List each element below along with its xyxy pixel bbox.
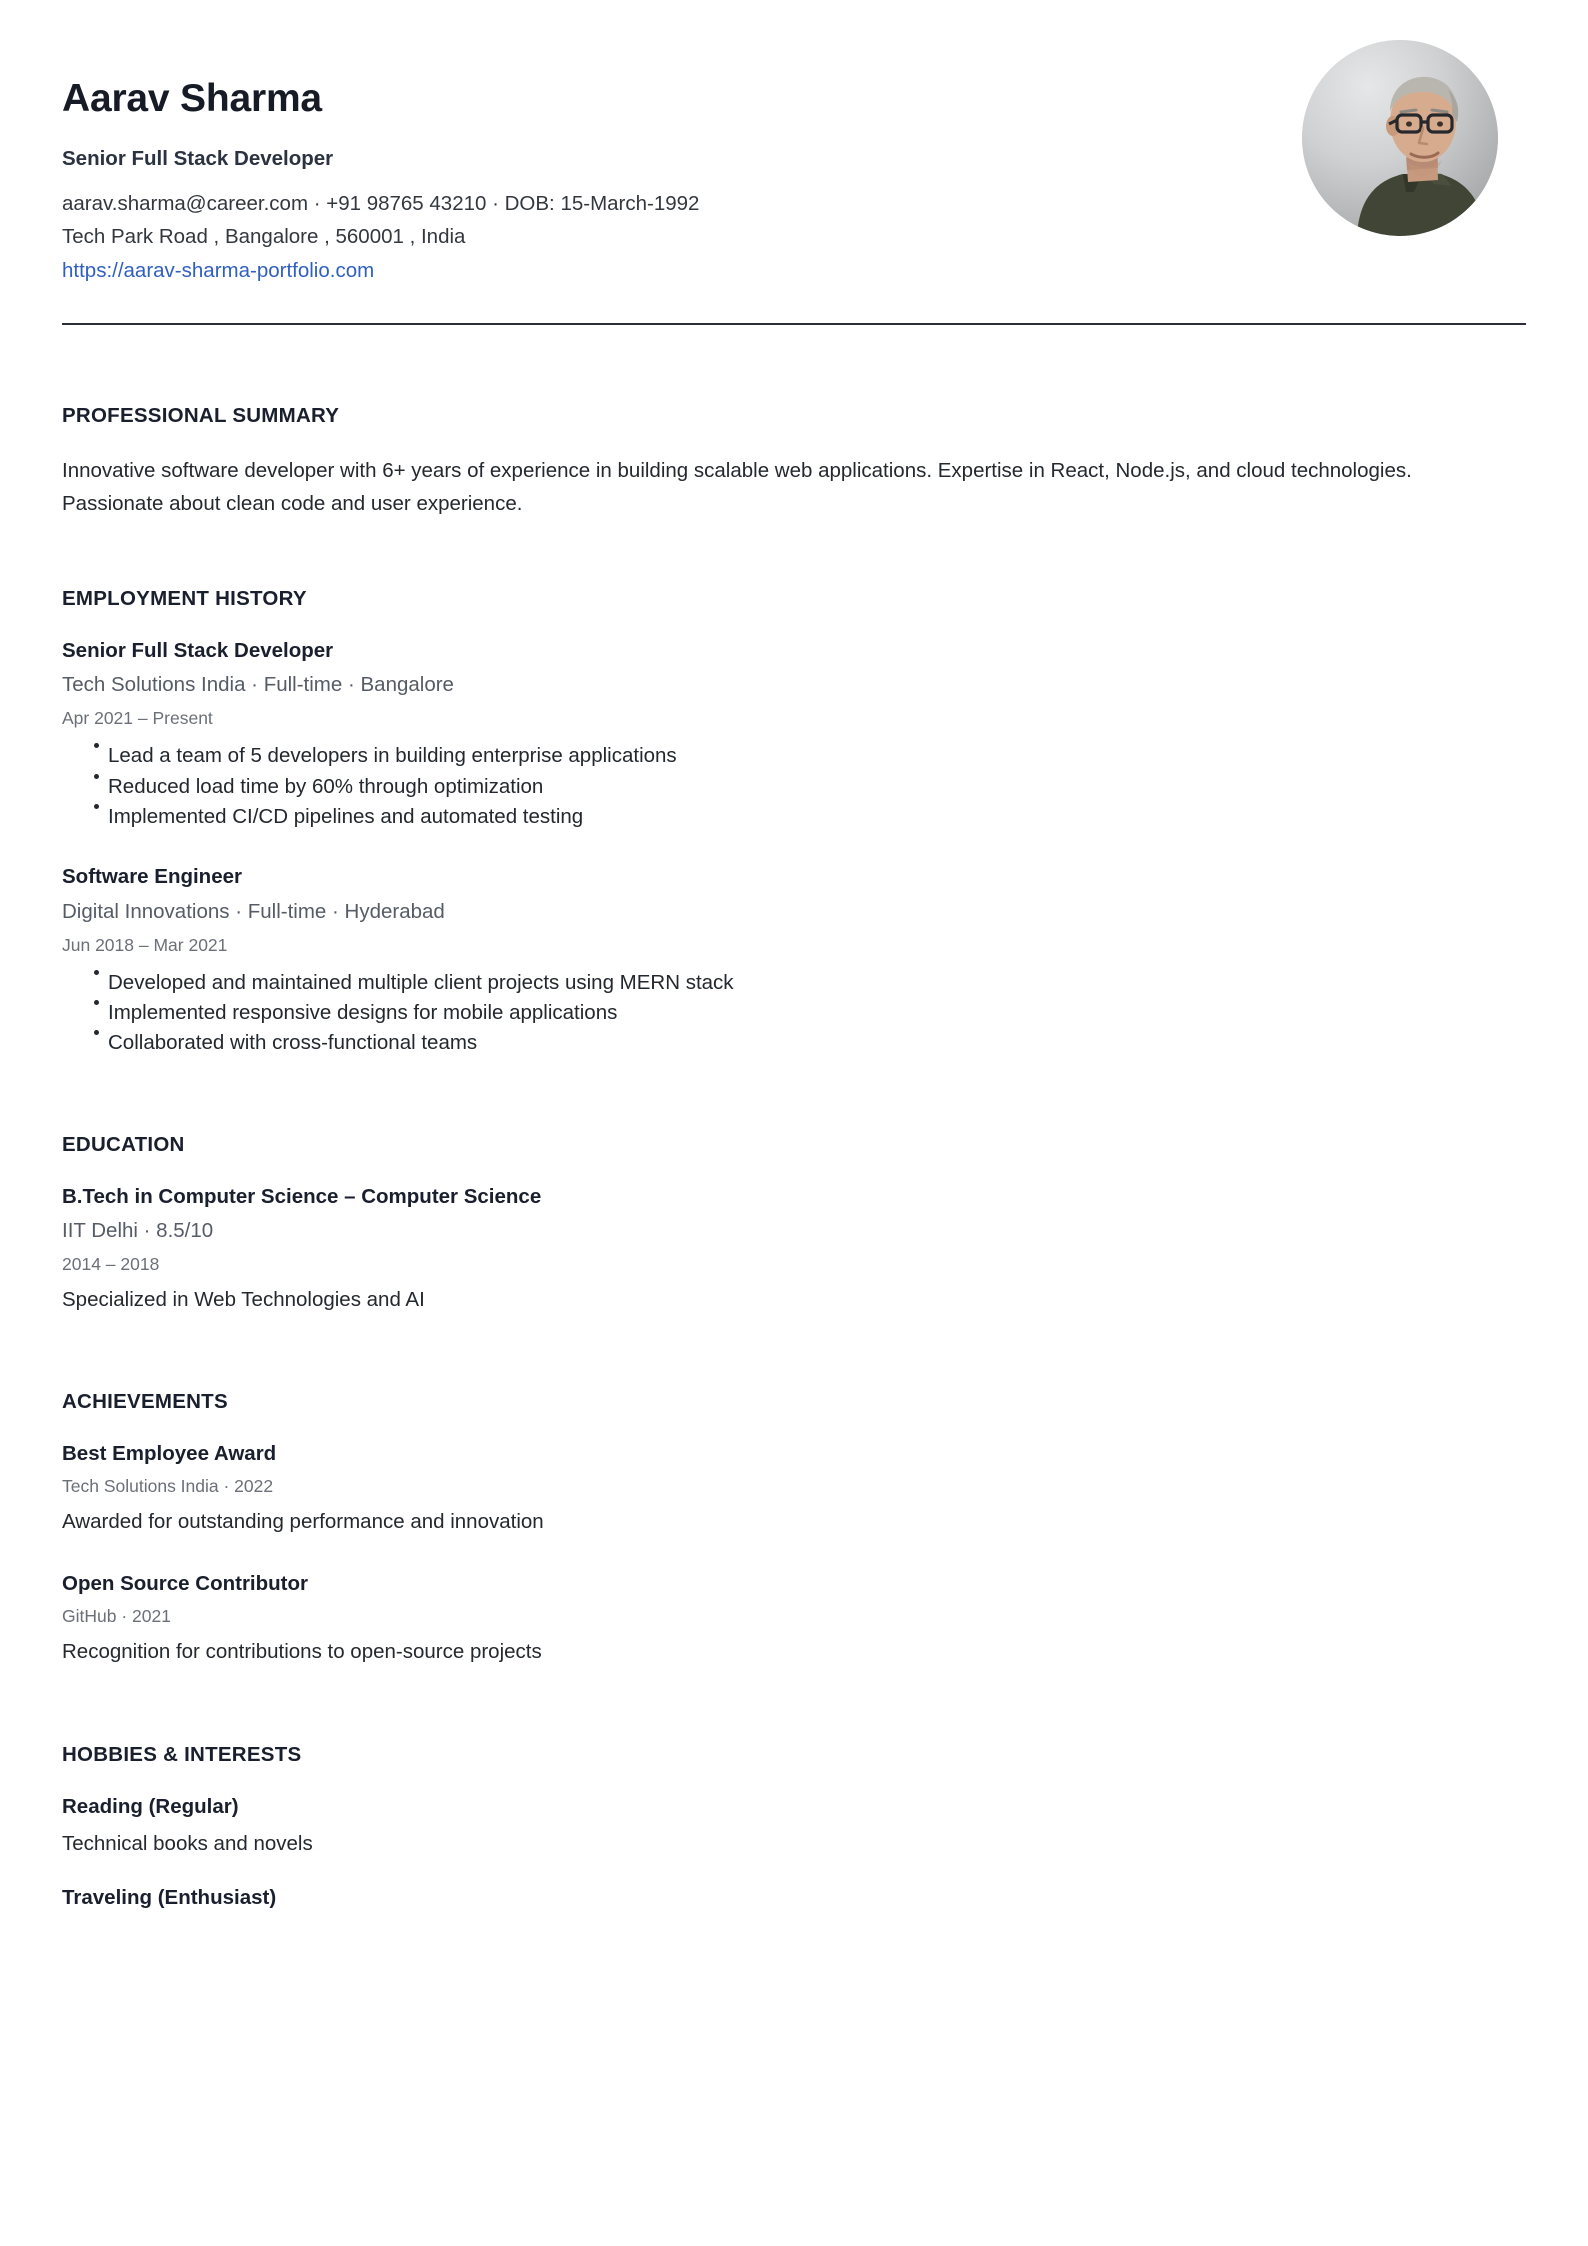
hobby-name: Traveling (Enthusiast) bbox=[62, 1886, 277, 1909]
achievement-description: Recognition for contributions to open-source projects bbox=[62, 1639, 542, 1663]
portfolio-link[interactable]: https://aarav-sharma-portfolio.com bbox=[62, 258, 375, 282]
section-heading-education: EDUCATION bbox=[62, 1132, 185, 1156]
header-job-title: Senior Full Stack Developer bbox=[62, 146, 334, 170]
header-text-block bbox=[62, 78, 1242, 287]
section-education bbox=[62, 1133, 1526, 1316]
employment-bullet-list bbox=[62, 742, 1526, 831]
achievement-title: Open Source Contributor bbox=[62, 1571, 308, 1595]
header-divider bbox=[62, 323, 1526, 325]
education-degree: B.Tech in Computer Science – Computer Science bbox=[62, 1184, 542, 1208]
section-employment-history bbox=[62, 587, 1526, 1058]
employment-job-title: Senior Full Stack Developer bbox=[62, 638, 334, 662]
section-heading-summary: PROFESSIONAL SUMMARY bbox=[62, 404, 340, 428]
hobby-name: Reading (Regular) bbox=[62, 1794, 239, 1818]
achievement-title: Best Employee Award bbox=[62, 1442, 277, 1466]
list-item: Reduced load time by 60% through optimization bbox=[94, 773, 1526, 801]
hobby-description: Technical books and novels bbox=[62, 1832, 313, 1856]
list-item: Developed and maintained multiple client projects using MERN stack bbox=[94, 969, 1526, 997]
section-heading-hobbies: HOBBIES & INTERESTS bbox=[62, 1742, 302, 1766]
employment-bullet-list bbox=[62, 969, 1526, 1058]
header-address-line: Tech Park Road , Bangalore , 560001 , India bbox=[62, 224, 466, 248]
achievement-description: Awarded for outstanding performance and innovation bbox=[62, 1510, 544, 1534]
achievement-meta: GitHub · 2021 bbox=[62, 1605, 171, 1626]
page-title: Aarav Sharma bbox=[62, 77, 322, 120]
employment-entry bbox=[62, 637, 1526, 832]
education-date-range: 2014 – 2018 bbox=[62, 1254, 160, 1275]
employment-company-meta: Digital Innovations · Full-time · Hyderabad bbox=[62, 899, 445, 923]
section-achievements bbox=[62, 1390, 1526, 1667]
list-item: Implemented responsive designs for mobile applications bbox=[94, 999, 1526, 1027]
profile-photo-icon bbox=[1302, 40, 1498, 236]
achievement-entry bbox=[62, 1440, 1526, 1538]
employment-date-range: Jun 2018 – Mar 2021 bbox=[62, 934, 228, 955]
employment-date-range: Apr 2021 – Present bbox=[62, 708, 213, 729]
avatar bbox=[1302, 40, 1498, 236]
education-description: Specialized in Web Technologies and AI bbox=[62, 1288, 425, 1312]
section-heading-achievements: ACHIEVEMENTS bbox=[62, 1390, 228, 1414]
employment-company-meta: Tech Solutions India · Full-time · Bangalore bbox=[62, 673, 454, 697]
employment-job-title: Software Engineer bbox=[62, 865, 242, 889]
list-item: Implemented CI/CD pipelines and automated testing bbox=[94, 803, 1526, 831]
achievement-entry bbox=[62, 1570, 1526, 1668]
resume-header bbox=[62, 0, 1526, 325]
summary-body-text: Innovative software developer with 6+ years of experience in building scalable web applications. Expertise in React, Node.js, and cloud technologies. Passionate about clean code and user experience. bbox=[62, 459, 1412, 516]
hobby-entry bbox=[62, 1793, 1526, 1860]
list-item: Collaborated with cross-functional teams bbox=[94, 1029, 1526, 1057]
section-professional-summary bbox=[62, 404, 1526, 520]
education-institution-meta: IIT Delhi · 8.5/10 bbox=[62, 1219, 214, 1243]
education-entry bbox=[62, 1183, 1526, 1316]
hobby-entry bbox=[62, 1884, 1526, 1913]
achievement-meta: Tech Solutions India · 2022 bbox=[62, 1475, 274, 1496]
list-item: Lead a team of 5 developers in building enterprise applications bbox=[94, 742, 1526, 770]
section-heading-employment: EMPLOYMENT HISTORY bbox=[62, 586, 307, 610]
header-contact-line: aarav.sharma@career.com · +91 98765 43210 · DOB: 15-March-1992 bbox=[62, 191, 700, 215]
employment-entry bbox=[62, 863, 1526, 1058]
section-hobbies-interests bbox=[62, 1743, 1526, 1913]
